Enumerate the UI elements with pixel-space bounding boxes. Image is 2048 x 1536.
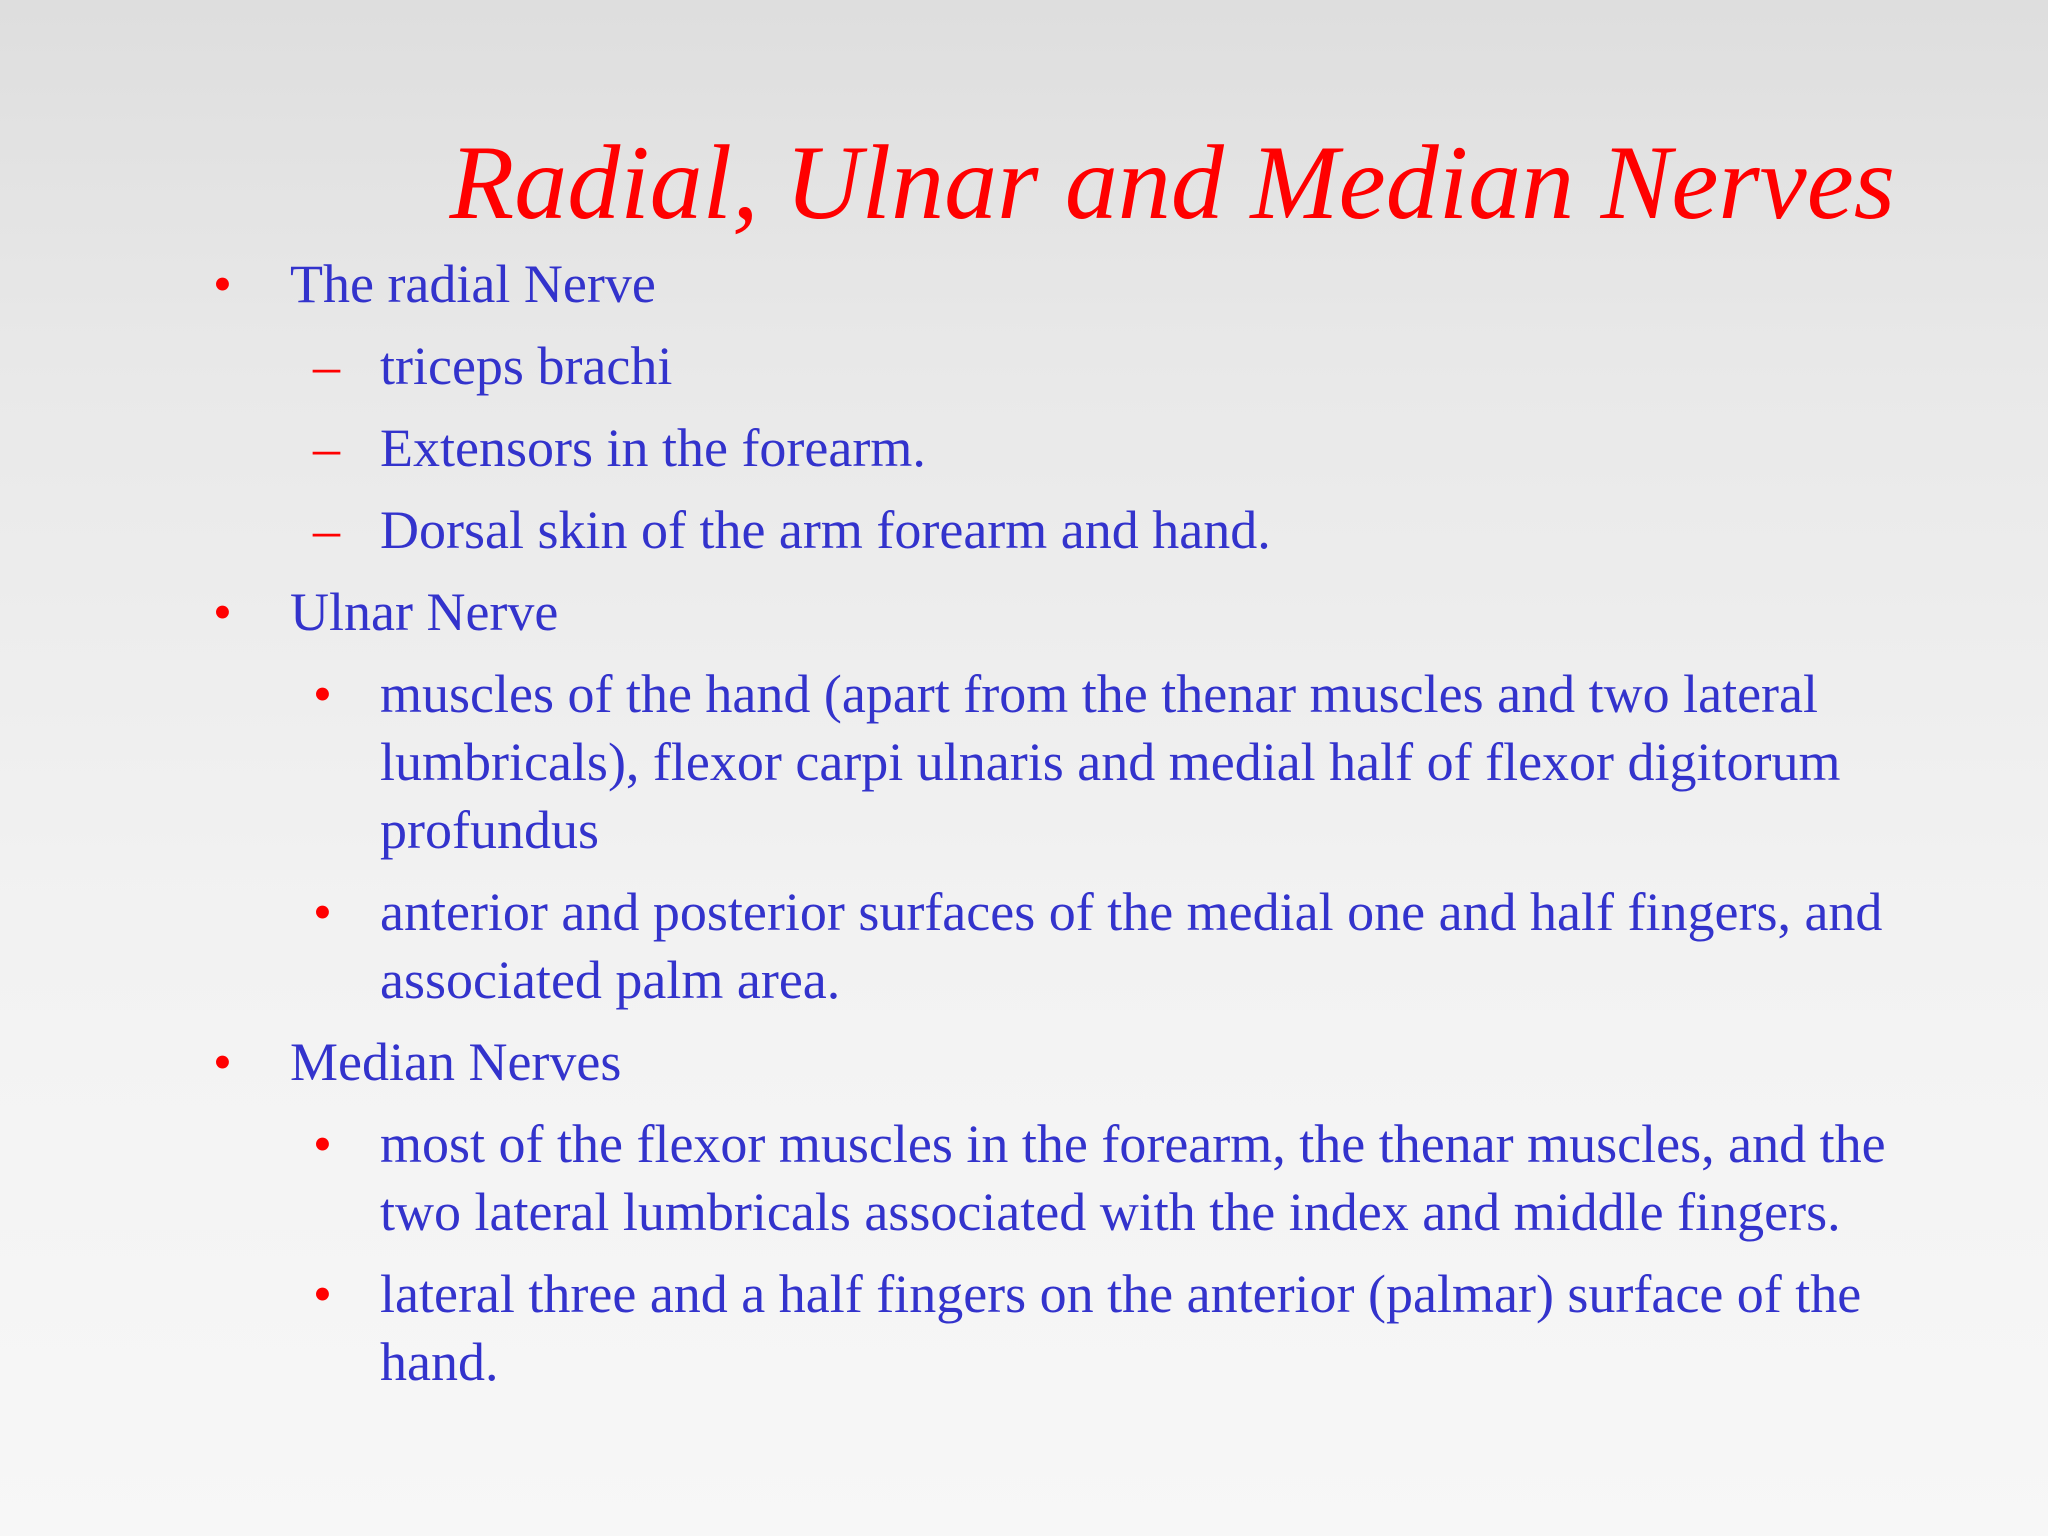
sub-item xyxy=(0,496,2048,564)
slide-content xyxy=(0,250,2048,1410)
sub-item-text: triceps brachi xyxy=(380,336,673,396)
slide-title: Radial, Ulnar and Median Nerves xyxy=(449,124,1895,241)
sub-item xyxy=(0,332,2048,400)
sub-item xyxy=(0,660,2048,864)
sub-item-text: Dorsal skin of the arm forearm and hand. xyxy=(380,500,1271,560)
sub-item-text: anterior and posterior surfaces of the medial one and half fingers, and associated palm area. xyxy=(380,882,1883,1010)
bullet-radial-nerve xyxy=(0,250,2048,318)
sub-item-text: Extensors in the forearm. xyxy=(380,418,926,478)
bullet-ulnar-nerve xyxy=(0,578,2048,646)
dash-marker: – xyxy=(313,500,340,560)
bullet-marker: • xyxy=(213,254,232,314)
sub-item-text: muscles of the hand (apart from the thenar muscles and two lateral lumbricals), flexor carpi ulnaris and medial half of flexor digitorum profundus xyxy=(380,664,1841,860)
bullet-marker: • xyxy=(313,1264,332,1324)
bullet-marker: • xyxy=(213,582,232,642)
dash-marker: – xyxy=(313,336,340,396)
sub-item xyxy=(0,878,2048,1014)
sub-item-text: lateral three and a half fingers on the anterior (palmar) surface of the hand. xyxy=(380,1264,1862,1392)
dash-marker: – xyxy=(313,418,340,478)
sub-item xyxy=(0,1260,2048,1396)
sub-item-text: most of the flexor muscles in the forearm, the thenar muscles, and the two lateral lumbricals associated with the index and middle fingers. xyxy=(380,1114,1886,1242)
sub-item xyxy=(0,1110,2048,1246)
bullet-text: The radial Nerve xyxy=(290,254,656,314)
bullet-marker: • xyxy=(313,1114,332,1174)
bullet-marker: • xyxy=(313,664,332,724)
bullet-text: Median Nerves xyxy=(290,1032,622,1092)
bullet-median-nerves xyxy=(0,1028,2048,1096)
sub-item xyxy=(0,414,2048,482)
bullet-marker: • xyxy=(213,1032,232,1092)
bullet-marker: • xyxy=(313,882,332,942)
bullet-text: Ulnar Nerve xyxy=(290,582,559,642)
